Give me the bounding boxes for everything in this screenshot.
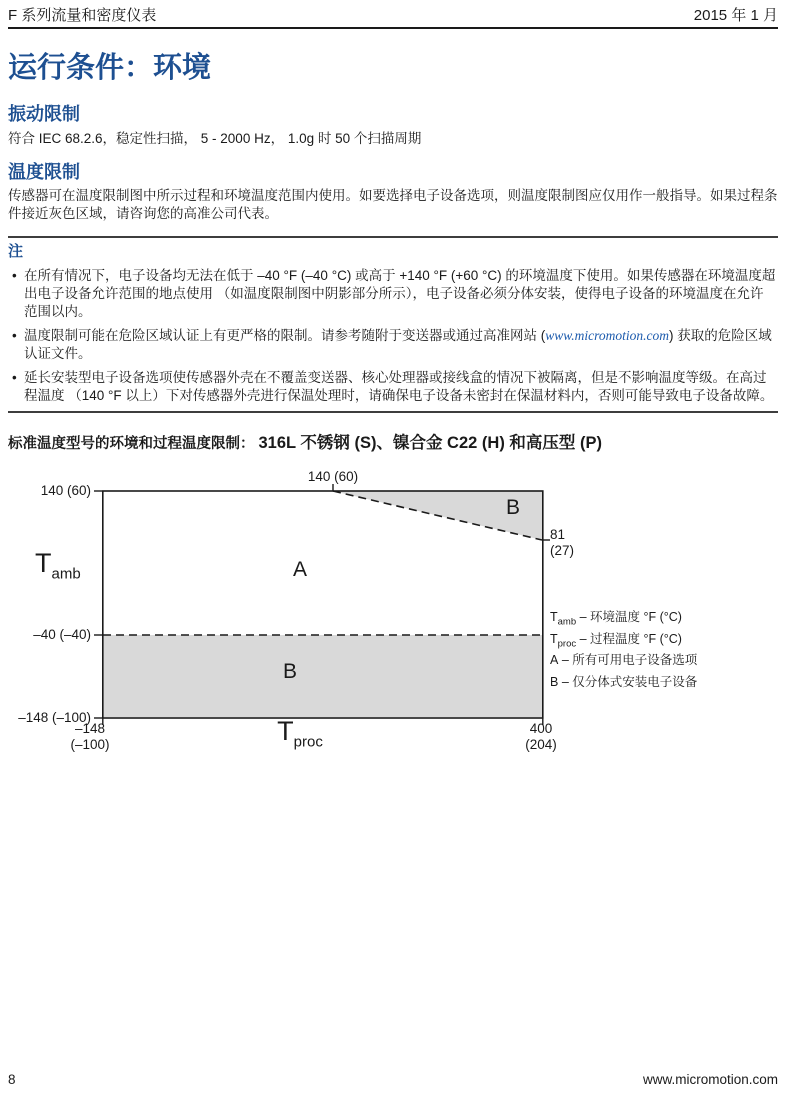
y-tick-neg40: –40 (–40): [33, 627, 91, 642]
page-number: 8: [8, 1072, 16, 1087]
temperature-limits-heading: 温度限制: [8, 162, 80, 182]
y-tick-neg148: –148 (–100): [18, 710, 91, 725]
y-axis-label: [35, 549, 81, 588]
x-tick-right-f: 400: [529, 721, 553, 736]
x-tick-left-f: –148: [74, 721, 106, 736]
note-bullet-item: [8, 267, 778, 321]
temperature-limit-chart: [0, 463, 786, 775]
legend-symbol: B: [550, 674, 559, 689]
chart-title-models: 316L 不锈钢 (S)、镍合金 C22 (H) 和高压型 (P): [258, 434, 602, 452]
vibration-limits-text: 符合 IEC 68.2.6，稳定性扫描， 5 - 2000 Hz， 1.0g 时 50 个扫描周期: [8, 131, 422, 146]
vibration-limits-heading: 振动限制: [8, 104, 80, 124]
legend-item-region-a: [550, 652, 697, 674]
region-b-top-label: B: [506, 496, 521, 519]
region-a-label: A: [292, 558, 308, 581]
derating-endpoint-f: 81: [550, 527, 566, 542]
y-axis-subscript: amb: [51, 565, 81, 583]
x-tick-left: [70, 721, 109, 753]
temperature-limits-text: 传感器可在温度限制图中所示过程和环境温度范围内使用。如要选择电子设备选项，则温度限制图应仅用作一般指导。如果过程条件接近灰色区域，请咨询您的高准公司代表。: [8, 188, 778, 221]
legend-symbol: A: [550, 653, 559, 667]
micromotion-link[interactable]: www.micromotion.com: [545, 328, 669, 343]
legend-text: – 仅分体式安装电子设备: [558, 674, 698, 689]
note-bullet-text-after: ) 获取的危险区域认证文件。: [24, 328, 772, 361]
x-axis-symbol: T: [277, 716, 294, 746]
derating-endpoint-label: [550, 527, 574, 559]
document-title: F 系列流量和密度仪表: [8, 7, 157, 24]
x-tick-right: [525, 721, 557, 753]
legend-item-tproc: [550, 631, 697, 653]
legend-text: – 所有可用电子设备选项: [558, 653, 698, 667]
tproc-breakpoint-label: 140 (60): [307, 469, 359, 484]
note-bullet-text: 在所有情况下，电子设备均无法在低于 –40 °F (–40 °C) 或高于 +140 °F (+60 °C) 的环境温度下使用。如果传感器在环境温度超出电子设备允许范围的地点使用 （如温度限制图中阴影部分所示），电子设备必须分体安装，使得电子设备的环境温度在允许范围以内。: [24, 268, 776, 319]
x-tick-right-c: (204): [525, 737, 557, 752]
note-bullet-list: [8, 267, 778, 405]
derating-endpoint-c: (27): [550, 543, 575, 558]
page-footer: [8, 1071, 778, 1088]
legend-subscript: amb: [557, 616, 577, 628]
note-bullet-item: [8, 369, 778, 405]
x-axis-subscript: proc: [293, 733, 323, 751]
legend-symbol: T: [550, 631, 558, 646]
chart-legend: [550, 609, 697, 695]
x-tick-left-c: (–100): [70, 737, 110, 752]
region-b-bottom-fill: [103, 635, 542, 717]
legend-subscript: proc: [557, 638, 577, 649]
note-divider-bottom: [8, 411, 778, 413]
note-bullet-text-before: 温度限制可能在危险区域认证上有更严格的限制。请参考随附于变送器或通过高准网站 (: [24, 328, 546, 343]
x-axis-label: [277, 717, 323, 756]
y-axis-symbol: T: [35, 548, 52, 578]
y-tick-140: 140 (60): [40, 483, 91, 498]
note-divider-top: [8, 236, 778, 238]
region-b-bottom-label: B: [282, 660, 298, 683]
note-bullet-text: [24, 327, 776, 363]
page-header: [8, 0, 778, 29]
legend-text: – 环境温度 °F (°C): [576, 610, 682, 624]
bullet-icon: •: [12, 268, 17, 283]
page-title: 运行条件：环境: [8, 52, 212, 84]
note-section: [0, 236, 786, 413]
footer-website[interactable]: www.micromotion.com: [642, 1072, 778, 1087]
legend-item-region-b: [550, 674, 697, 696]
bullet-icon: •: [12, 370, 17, 385]
note-heading: 注: [8, 243, 24, 260]
legend-symbol: T: [550, 610, 558, 624]
note-bullet-item: [8, 327, 778, 363]
legend-text: – 过程温度 °F (°C): [576, 631, 682, 646]
chart-title-label: 标准温度型号的环境和过程温度限制：: [8, 436, 255, 452]
header-date: 2015 年 1 月: [693, 7, 778, 24]
bullet-icon: •: [12, 328, 17, 343]
chart-title: [8, 433, 778, 455]
legend-item-tamb: [550, 609, 697, 631]
note-bullet-text: 延长安装型电子设备选项使传感器外壳在不覆盖变送器、核心处理器或接线盒的情况下被隔离，但是不影响温度等级。在高过程温度 （140 °F 以上）下对传感器外壳进行保温处理时，请确保电子设备未密封在保温材料内，否则可能导致电子设备故障。: [24, 370, 774, 403]
